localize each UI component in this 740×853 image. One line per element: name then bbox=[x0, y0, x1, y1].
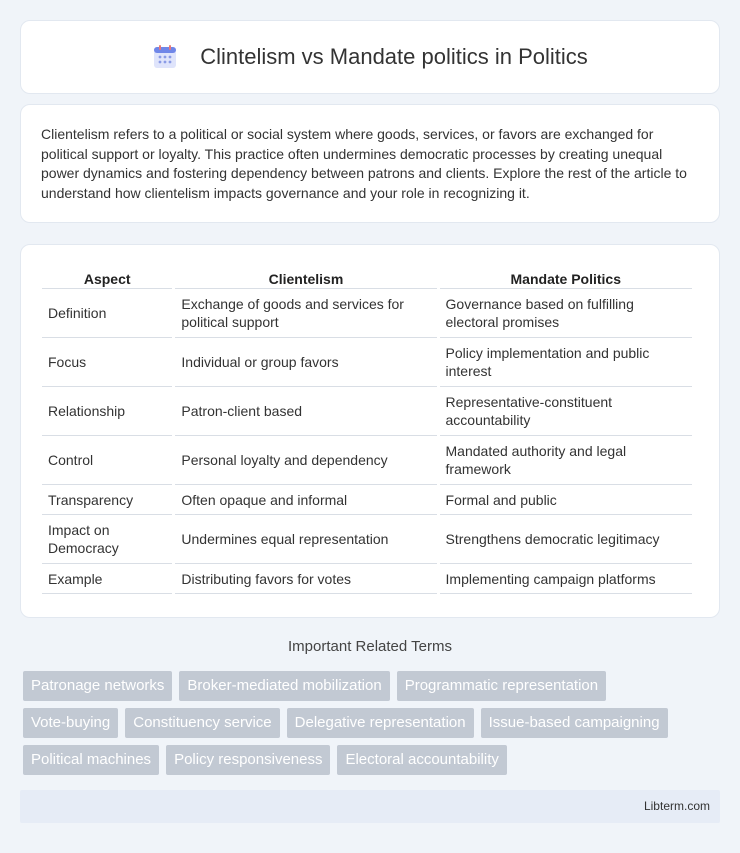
row-aspect: Focus bbox=[42, 338, 172, 387]
table-row bbox=[42, 564, 692, 594]
intro-text: Clientelism refers to a political or social system where goods, services, or favors are exchanged for political support or loyalty. This practice often undermines democratic processes by creating unequal power dynamics and fostering dependency between patrons and clients. Explore the rest of the article to understand how clientelism impacts governance and your role in recognizing it. bbox=[41, 126, 687, 201]
row-aspect: Example bbox=[42, 564, 172, 594]
row-clientelism: Exchange of goods and services for political support bbox=[175, 289, 436, 338]
row-mandate: Mandated authority and legal framework bbox=[440, 436, 692, 485]
tag-row bbox=[23, 671, 723, 701]
tag-issue-based-campaigning[interactable]: Issue-based campaigning bbox=[481, 708, 668, 738]
header-aspect: Aspect bbox=[42, 267, 172, 289]
footer bbox=[20, 790, 720, 823]
tag-constituency-service[interactable]: Constituency service bbox=[125, 708, 279, 738]
header-card bbox=[20, 20, 720, 94]
comparison-table bbox=[39, 267, 695, 594]
row-mandate: Implementing campaign platforms bbox=[440, 564, 692, 594]
tag-row bbox=[23, 745, 723, 775]
table-row bbox=[42, 338, 692, 387]
row-clientelism: Individual or group favors bbox=[175, 338, 436, 387]
table-row bbox=[42, 515, 692, 564]
table-row bbox=[42, 387, 692, 436]
tag-broker-mediated-mobilization[interactable]: Broker-mediated mobilization bbox=[179, 671, 389, 701]
related-terms-title: Important Related Terms bbox=[288, 638, 452, 655]
page-title: Clintelism vs Mandate politics in Politics bbox=[200, 44, 588, 69]
row-mandate: Strengthens democratic legitimacy bbox=[440, 515, 692, 564]
tag-delegative-representation[interactable]: Delegative representation bbox=[287, 708, 474, 738]
row-aspect: Definition bbox=[42, 289, 172, 338]
tag-political-machines[interactable]: Political machines bbox=[23, 745, 159, 775]
row-clientelism: Personal loyalty and dependency bbox=[175, 436, 436, 485]
intro-card bbox=[20, 104, 720, 223]
header-clientelism: Clientelism bbox=[175, 267, 436, 289]
row-clientelism: Patron-client based bbox=[175, 387, 436, 436]
tag-electoral-accountability[interactable]: Electoral accountability bbox=[337, 745, 506, 775]
tag-vote-buying[interactable]: Vote-buying bbox=[23, 708, 118, 738]
header-mandate-politics: Mandate Politics bbox=[440, 267, 692, 289]
row-mandate: Governance based on fulfilling electoral promises bbox=[440, 289, 692, 338]
tag-row bbox=[23, 708, 723, 738]
row-mandate: Formal and public bbox=[440, 485, 692, 515]
tag-patronage-networks[interactable]: Patronage networks bbox=[23, 671, 172, 701]
tag-policy-responsiveness[interactable]: Policy responsiveness bbox=[166, 745, 330, 775]
row-aspect: Control bbox=[42, 436, 172, 485]
table-header-row bbox=[42, 267, 692, 289]
row-clientelism: Often opaque and informal bbox=[175, 485, 436, 515]
tag-programmatic-representation[interactable]: Programmatic representation bbox=[397, 671, 606, 701]
row-aspect: Impact on Democracy bbox=[42, 515, 172, 564]
row-mandate: Representative-constituent accountability bbox=[440, 387, 692, 436]
calendar-grid-icon bbox=[152, 44, 178, 70]
table-row bbox=[42, 485, 692, 515]
table-row bbox=[42, 289, 692, 338]
row-clientelism: Distributing favors for votes bbox=[175, 564, 436, 594]
row-clientelism: Undermines equal representation bbox=[175, 515, 436, 564]
comparison-card bbox=[20, 244, 720, 618]
table-row bbox=[42, 436, 692, 485]
related-terms-list bbox=[23, 671, 723, 782]
footer-brand-link[interactable]: Libterm.com bbox=[643, 799, 710, 813]
row-aspect: Relationship bbox=[42, 387, 172, 436]
row-mandate: Policy implementation and public interest bbox=[440, 338, 692, 387]
row-aspect: Transparency bbox=[42, 485, 172, 515]
